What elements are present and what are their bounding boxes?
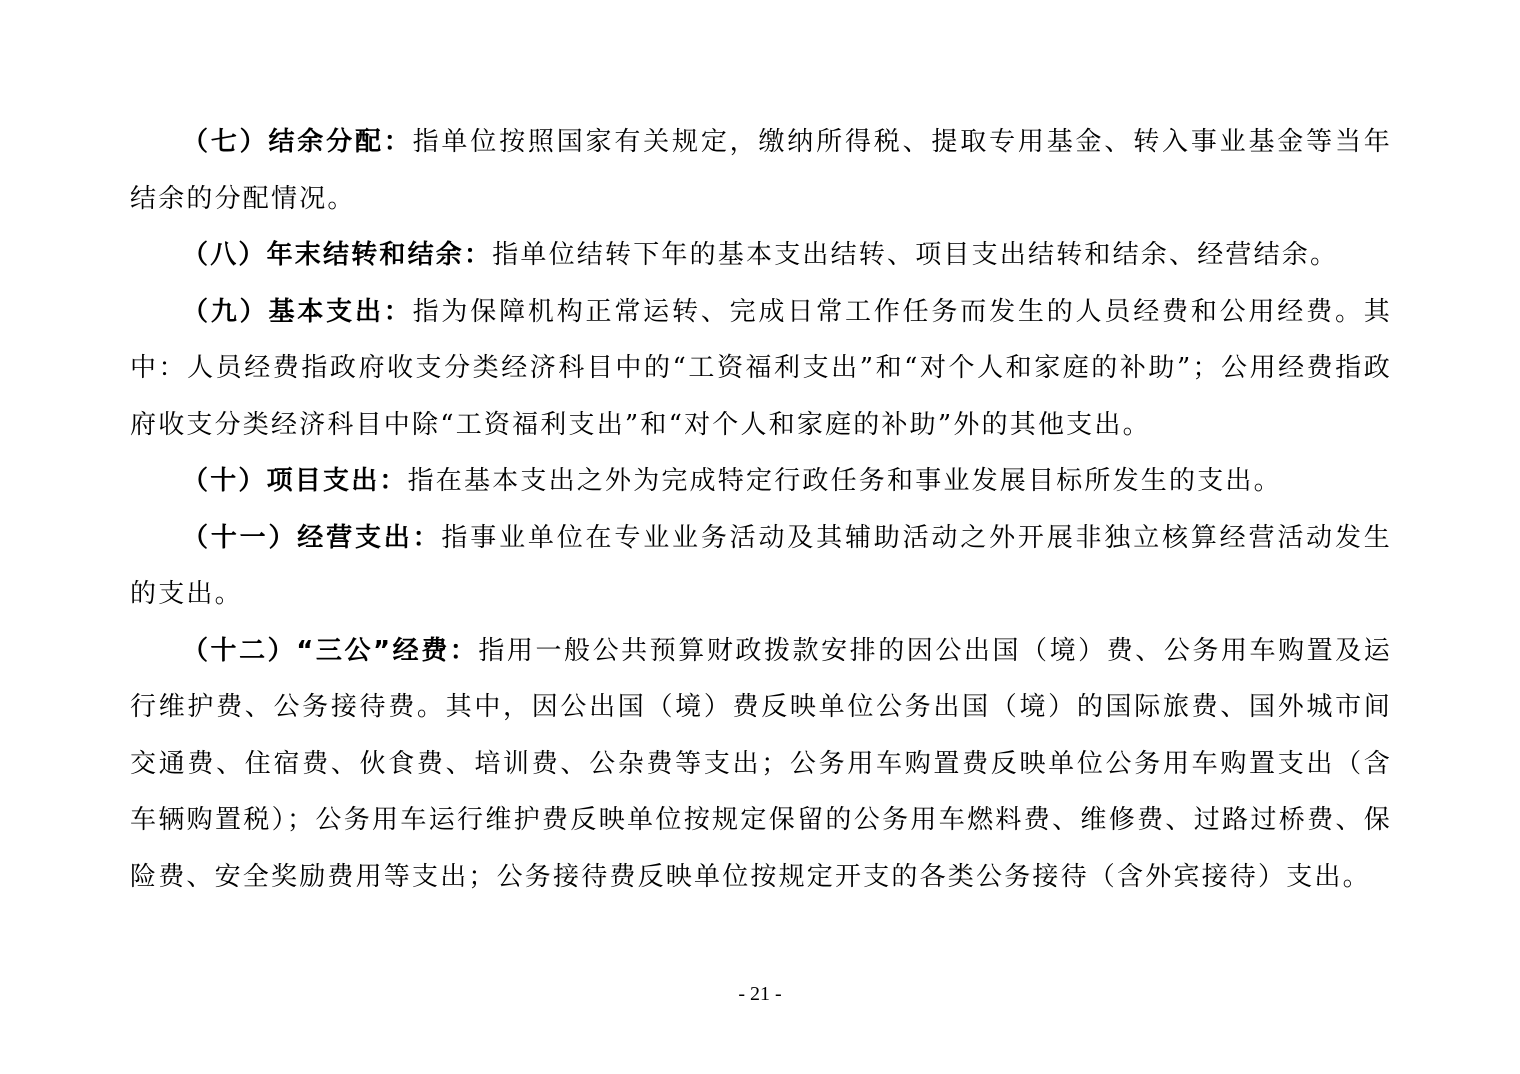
- paragraph-surplus-distribution: [130, 114, 1392, 227]
- paragraph-term: （八）年末结转和结余：: [182, 240, 493, 270]
- paragraph-year-end-carryover: [130, 227, 1392, 284]
- paragraph-text: 指事业单位在专业业务活动及其辅助活动之外开展非独立核算经营活动发生的支出。: [130, 522, 1392, 609]
- paragraph-text: 指单位结转下年的基本支出结转、项目支出结转和结余、经营结余。: [492, 240, 1339, 270]
- paragraph-text: 指在基本支出之外为完成特定行政任务和事业发展目标所发生的支出。: [407, 466, 1282, 496]
- paragraph-term: （九）基本支出：: [182, 296, 413, 327]
- paragraph-text: 指为保障机构正常运转、完成日常工作任务而发生的人员经费和公用经费。其中：人员经费指政府收支分类经济科目中的“工资福利支出”和“对个人和家庭的补助”；公用经费指政府收支分类经济科目中除“工资福利支出”和“对个人和家庭的补助”外的其他支出。: [130, 296, 1392, 440]
- document-body: [130, 114, 1392, 905]
- paragraph-term: （十）项目支出：: [182, 466, 408, 496]
- paragraph-text: 指用一般公共预算财政拨款安排的因公出国（境）费、公务用车购置及运行维护费、公务接待费。其中，因公出国（境）费反映单位公务出国（境）的国际旅费、国外城市间交通费、住宿费、伙食费、培训费、公杂费等支出；公务用车购置费反映单位公务用车购置支出（含车辆购置税）；公务用车运行维护费反映单位按规定保留的公务用车燃料费、维修费、过路过桥费、保险费、安全奖励费用等支出；公务接待费反映单位按规定开支的各类公务接待（含外宾接待）支出。: [130, 635, 1392, 892]
- paragraph-term: （十一）经营支出：: [182, 522, 442, 553]
- paragraph-three-public-expenses: [130, 623, 1392, 906]
- page-number: - 21 -: [738, 983, 782, 1005]
- paragraph-term: （十二）“三公”经费：: [182, 635, 479, 666]
- paragraph-project-expenditure: [130, 453, 1392, 510]
- paragraph-operating-expenditure: [130, 510, 1392, 623]
- paragraph-term: （七）结余分配：: [182, 127, 413, 157]
- paragraph-basic-expenditure: [130, 284, 1392, 454]
- paragraph-text: 指单位按照国家有关规定，缴纳所得税、提取专用基金、转入事业基金等当年结余的分配情况。: [130, 127, 1392, 214]
